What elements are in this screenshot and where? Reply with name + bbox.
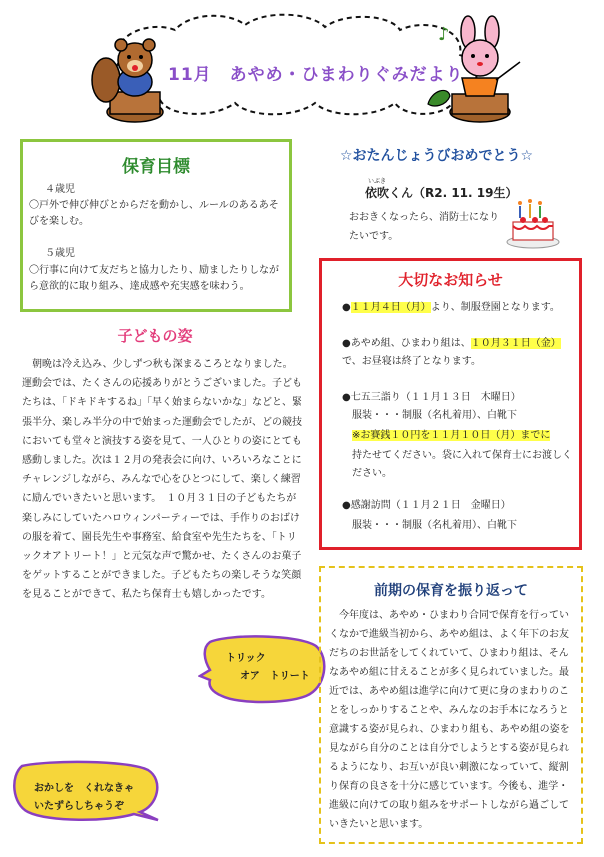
notice-item-3-offering <box>352 427 578 445</box>
okashi-line-2: いたずらしちゃうぞ <box>34 801 124 812</box>
notice-item-2-text-a: ●あやめ組、ひまわり組は、 <box>342 338 471 349</box>
birthday-heading: ☆おたんじょうびおめでとう☆ <box>340 148 534 164</box>
notice-item-3-title: ●七五三詣り（１１月１３日 木曜日） <box>342 392 521 403</box>
trick-line-1: トリック <box>226 653 266 664</box>
kids-heading: 子どもの姿 <box>117 327 193 345</box>
trick-line-2: オア トリート <box>240 671 310 682</box>
review-box <box>319 566 583 844</box>
music-note-icon <box>438 24 450 45</box>
kids-text: 朝晩は冷え込み、少しずつ秋も深まるころとなりました。運動会では、たくさんの応援ありがとうございました。子どもたちは、「ドキドキするね」「早く始まらないかな」などと、緊張半分、楽しみ半分の中で始まった運動会でしたが、どの競技においても堂々と演技する姿を見て、一人ひとりの姿にとても感動しました。次は１２月の発表会に向け、いろいろなことにチャレンジしながら、みんなで心をひとつにして、楽しく練習に励んでいきたいと思います。 １０月３１日の子どもたちが楽しみにしていたハロウィンパーティーでは、手作りのおばけの服を着て、園長先生や事務室、給食室や先生たちを、「トリックオアトリート！」と元気な声で驚かせ、たくさんのお菓子をゲットすることができました。子どもたちの楽しそうな笑顔を見ることができて、私たち保育士も嬉しかったです。 <box>22 359 302 601</box>
page-title: 11月 あやめ・ひまわりぐみだより <box>168 65 464 85</box>
notice-item-2-date: １０月３１日（金） <box>470 338 561 349</box>
notice-item-1 <box>342 299 578 317</box>
notice-box <box>319 258 582 550</box>
birthday-message: おおきくなったら、消防士になりたいです。 <box>349 212 499 242</box>
review-title: 前期の保育を振り返って <box>374 583 528 599</box>
svg-text:♪: ♪ <box>438 24 450 45</box>
goals-age4-label: ４歳児 <box>45 184 75 195</box>
notice-item-3-dress: 服装・・・制服（名札着用）、白靴下 <box>352 410 517 421</box>
goals-age5-text: 〇行事に向けて友だちと協力したり、励ましたりしながら意欲的に取り組み、達成感や充実感を味わう。 <box>29 265 279 292</box>
review-text: 今年度は、あやめ・ひまわり合同で保育を行っていくなかで進級当初から、あやめ組は、よく年下のお友だちのお世話をしてくれていて、ひまわり組は、そんなあやめ組に甘えることが多く見られていました。最近では、あやめ組は進学に向けて更に身のまわりのことをしっかりすることや、みんなのお手本になろうと意識する姿が見られ、ひまわり組も、あやめ組の姿を見ながら自分のことは自分でしようとする姿が見られるようになり、お互いが良い刺激になっていて、縦割り保育の良さを十分に感じています。今後も、進学・進級に向けての取り組みをサポートしながら過ごしていきたいと思います。 <box>329 610 570 830</box>
notice-item-1-bullet: ● <box>342 302 351 313</box>
goals-age5-label: ５歳児 <box>45 248 75 259</box>
notice-item-4-title: ●感謝訪問（１１月２１日 金曜日） <box>342 500 511 511</box>
birthday-cake-icon <box>505 198 561 250</box>
goals-age4-text: 〇戸外で伸び伸びとからだを動かし、ルールのあるあそびを楽しむ。 <box>29 200 279 227</box>
goals-box <box>20 139 292 312</box>
notice-item-1-date: １１月４日（月） <box>350 302 431 313</box>
goals-title: 保育目標 <box>122 157 190 177</box>
birthday-name-ruby: いぶき <box>368 178 387 185</box>
notice-item-1-text: より、制服登園となります。 <box>430 302 560 313</box>
notice-item-3-offering-text: ※お賽銭１０円を１１月１０日（月）までに <box>352 430 551 441</box>
notice-item-2-text-b: で、お昼寝は終了となります。 <box>342 356 481 367</box>
notice-item-3-note: 持たせてください。袋に入れて保育士にお渡しください。 <box>352 450 572 479</box>
notice-item-4-dress: 服装・・・制服（名札着用）、白靴下 <box>352 520 517 531</box>
okashi-line-1: おかしを くれなきゃ <box>34 783 134 794</box>
bear-illustration-icon <box>92 39 163 122</box>
notice-title: 大切なお知らせ <box>398 271 503 289</box>
notice-item-2 <box>342 335 578 371</box>
birthday-name: 依吹くん（R2. 11. 19生） <box>365 186 518 200</box>
